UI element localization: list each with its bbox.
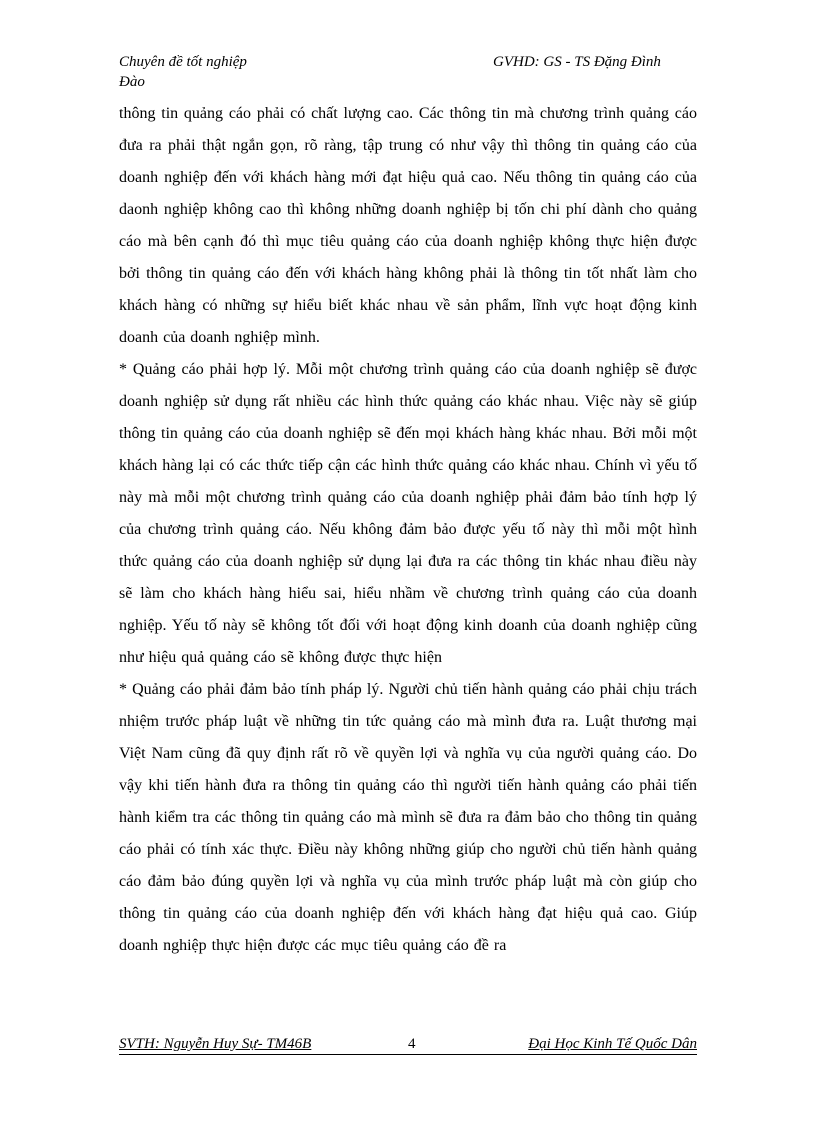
- paragraph-2: * Quảng cáo phải hợp lý. Mỗi một chương trình quảng cáo của doanh nghiệp sẽ được doanh nghiệp sử dụng rất nhiều các hình thức quảng cáo khác nhau. Việc này sẽ giúp thông tin quảng cáo của doanh nghiệp sẽ đến mọi khách hàng khác nhau. Bởi mỗi một khách hàng lại có các thức tiếp cận các hình thức quảng cáo khác nhau. Chính vì yếu tố này mà mỗi một chương trình quảng cáo của doanh nghiệp phải đảm bảo tính hợp lý của chương trình quảng cáo. Nếu không đảm bảo được yếu tố này thì mỗi một hình thức quảng cáo của doanh nghiệp sử dụng lại đưa ra các thông tin khác nhau điều này sẽ làm cho khách hàng hiểu sai, hiểu nhầm về chương trình quảng cáo của doanh nghiệp. Yếu tố này sẽ không tốt đối với hoạt động kinh doanh của doanh nghiệp cũng như hiệu quả quảng cáo sẽ không được thực hiện: [119, 361, 697, 666]
- footer-student: SVTH: Nguyễn Huy Sự- TM46B: [119, 1036, 312, 1052]
- paragraph-3: * Quảng cáo phải đảm bảo tính pháp lý. Người chủ tiến hành quảng cáo phải chịu trách nhiệm trước pháp luật về những tin tức quảng cáo mà mình đưa ra. Luật thương mại Việt Nam cũng đã quy định rất rõ về quyền lợi và nghĩa vụ của người quảng cáo. Do vậy khi tiến hành đưa ra thông tin quảng cáo thì người tiến hành quảng cáo phải tiến hành kiểm tra các thông tin quảng cáo mà mình sẽ đưa ra đảm bảo cho thông tin quảng cáo phải có tính xác thực. Điều này không những giúp cho người chủ tiến hành quảng cáo đảm bảo đúng quyền lợi và nghĩa vụ của mình trước pháp luật mà còn giúp cho thông tin quảng cáo của doanh nghiệp đến với khách hàng đạt hiệu quả cao. Giúp doanh nghiệp thực hiện được các mục tiêu quảng cáo đề ra: [119, 681, 697, 954]
- footer-university: Đại Học Kinh Tế Quốc Dân: [528, 1036, 697, 1052]
- header-advisor: GVHD: GS - TS Đặng Đình: [493, 54, 661, 70]
- header-advisor-wrap: Đào: [119, 74, 145, 90]
- paragraph-1: thông tin quảng cáo phải có chất lượng cao. Các thông tin mà chương trình quảng cáo đưa ra phải thật ngắn gọn, rõ ràng, tập trung có như vậy thì thông tin quảng cáo của doanh nghiệp đến với khách hàng mới đạt hiệu quả cao. Nếu thông tin quảng cáo của daonh nghiệp không cao thì không những doanh nghiệp bị tốn chi phí dành cho quảng cáo mà bên cạnh đó thì mục tiêu quảng cáo của doanh nghiệp không thực hiện được bởi thông tin quảng cáo đến với khách hàng không phải là thông tin tốt nhất làm cho khách hàng có những sự hiểu biết khác nhau về sản phẩm, lĩnh vực hoạt động kinh doanh của doanh nghiệp mình.: [119, 105, 697, 346]
- page-number: 4: [408, 1036, 416, 1052]
- header-title: Chuyên đề tốt nghiệp: [119, 54, 247, 70]
- page-footer: [119, 1036, 697, 1055]
- document-body: [119, 98, 697, 962]
